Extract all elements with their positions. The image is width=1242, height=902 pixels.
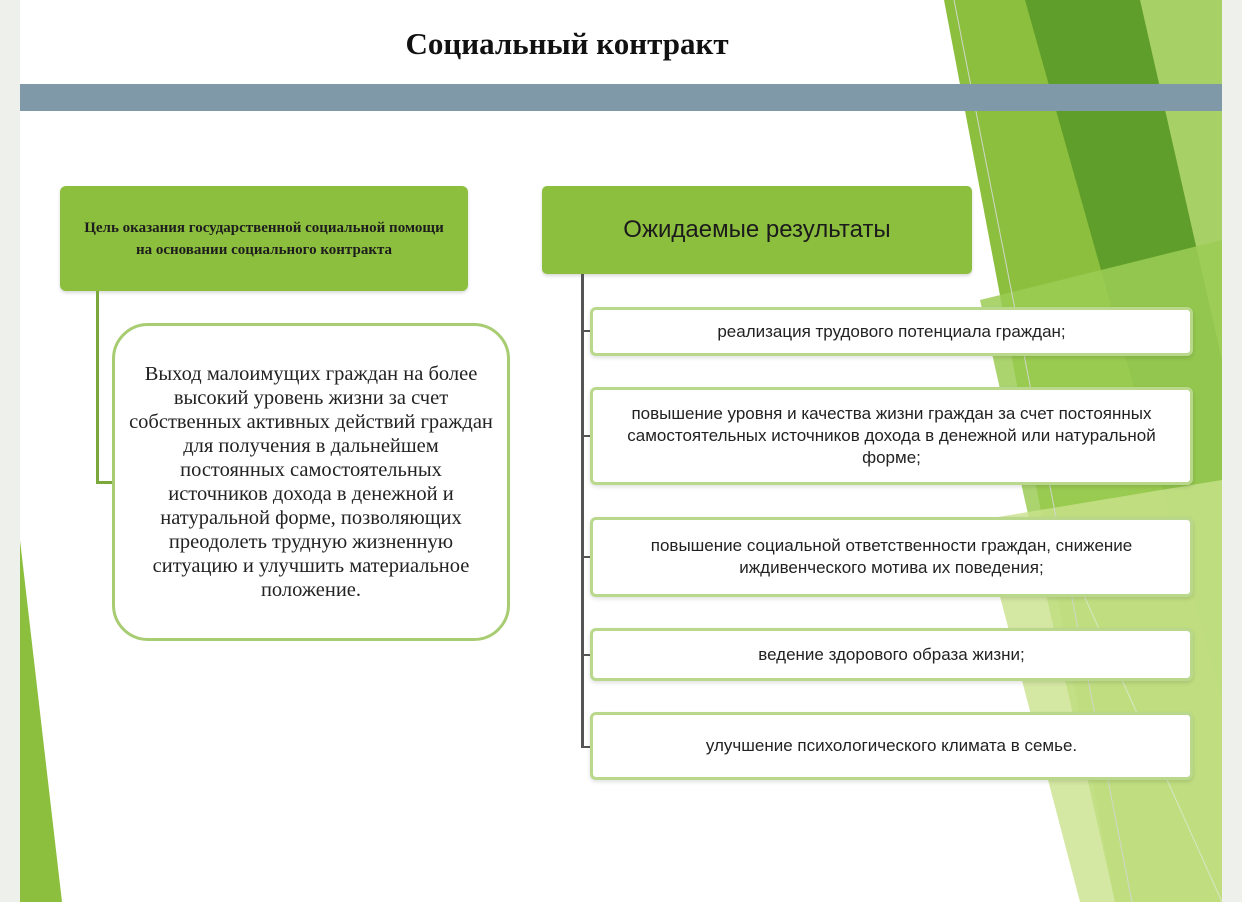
decor-shard-left — [20, 540, 62, 902]
result-item: ведение здорового образа жизни; — [590, 628, 1193, 681]
results-connector — [581, 274, 584, 748]
slide — [20, 0, 1222, 902]
goal-connector-horizontal — [96, 481, 112, 484]
result-item: повышение социальной ответственности граждан, снижение иждивенческого мотива их поведения; — [590, 517, 1193, 597]
result-item: повышение уровня и качества жизни граждан за счет постоянных самостоятельных источников дохода в денежной или натуральной форме; — [590, 387, 1193, 485]
slide-title: Социальный контракт — [405, 26, 729, 61]
result-item: реализация трудового потенциала граждан; — [590, 307, 1193, 356]
goal-connector-vertical — [96, 291, 99, 484]
goal-header: Цель оказания государственной социальной помощи на основании социального контракта — [60, 186, 468, 291]
result-item: улучшение психологического климата в семье. — [590, 712, 1193, 780]
goal-text-box: Выход малоимущих граждан на более высокий уровень жизни за счет собственных активных действий граждан для получения в дальнейшем постоянных самостоятельных источников дохода в денежной и натуральной форме, позволяющих преодолеть трудную жизненную ситуацию и улучшить материальное положение. — [112, 323, 510, 641]
title-band — [20, 84, 1222, 111]
results-header: Ожидаемые результаты — [542, 186, 972, 274]
